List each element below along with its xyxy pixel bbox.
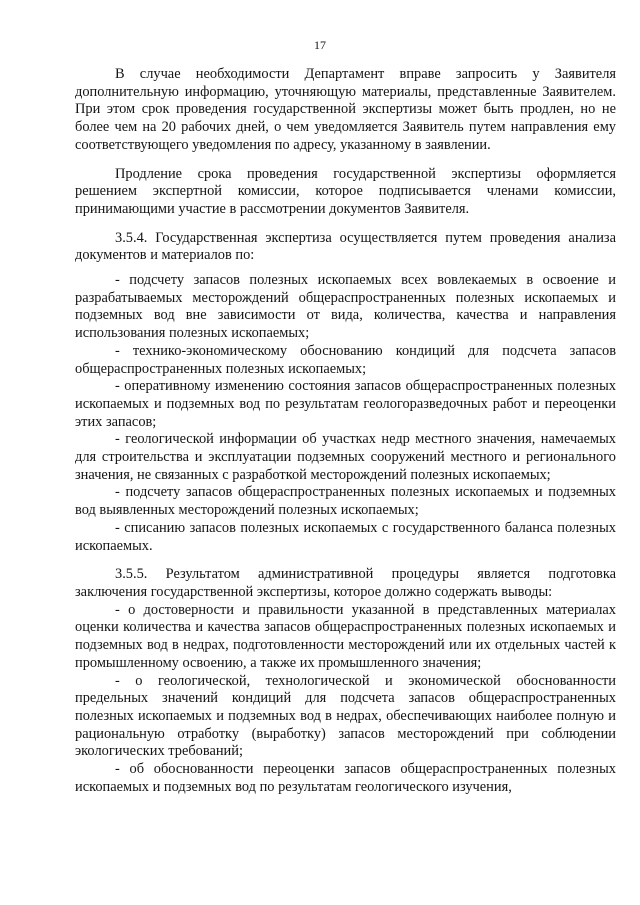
list-item: - списанию запасов полезных ископаемых с государственного баланса полезных ископаемых. [75,519,616,554]
paragraph-extension: Продление срока проведения государственной экспертизы оформляется решением экспертной комиссии, которое подписывается членами комиссии, принимающими участие в рассмотрении документов Заявителя. [75,165,616,217]
list-item: - технико-экономическому обоснованию кондиций для подсчета запасов общераспространенных полезных ископаемых; [75,342,616,377]
list-item: - о геологической, технологической и экономической обоснованности предельных значений кондиций для подсчета запасов общераспространенных полезных ископаемых и подземных вод в недрах, обеспечивающих наиболее полную и рациональную отработку (выработку) запасов месторождений при соблюдении экологических требований; [75,672,616,760]
list-item: - оперативному изменению состояния запасов общераспространенных полезных ископаемых и подземных вод по результатам геологоразведочных работ и переоценки этих запасов; [75,378,616,430]
page-number: 17 [314,38,326,52]
document-body [75,66,616,796]
paragraph-additional-info: В случае необходимости Департамент вправе запросить у Заявителя дополнительную информацию, уточняющую материалы, представленные Заявителем. При этом срок проведения государственной экспертизы может быть продлен, но не более чем на 20 рабочих дней, о чем уведомляется Заявитель путем направления ему соответствующего уведомления по адресу, указанному в заявлении. [75,66,616,153]
list-item: - геологической информации об участках недр местного значения, намечаемых для строительства и эксплуатации подземных сооружений местного и регионального значения, не связанных с разработкой месторождений полезных ископаемых; [75,431,616,483]
list-item: - об обоснованности переоценки запасов общераспространенных полезных ископаемых и подземных вод по результатам геологического изучения, [75,761,616,795]
paragraph-3-5-4: 3.5.4. Государственная экспертиза осуществляется путем проведения анализа документов и материалов по: [75,229,616,264]
list-item: - о достоверности и правильности указанной в представленных материалах оценки количества и качества запасов общераспространенных полезных ископаемых и подземных вод в недрах, подготовленности месторождений или их отдельных частей к промышленному освоению, а также их промышленного значения; [75,601,616,671]
paragraph-3-5-5: 3.5.5. Результатом административной процедуры является подготовка заключения государственной экспертизы, которое должно содержать выводы: [75,566,616,600]
list-analysis-items [75,272,616,555]
list-conclusions [75,602,616,797]
list-item: - подсчету запасов общераспространенных полезных ископаемых и подземных вод выявленных месторождений полезных ископаемых; [75,484,616,519]
list-item: - подсчету запасов полезных ископаемых всех вовлекаемых в освоение и разрабатываемых месторождений общераспространенных полезных ископаемых и подземных вод вне зависимости от вида, количества, качества и направления использования полезных ископаемых; [75,272,616,342]
